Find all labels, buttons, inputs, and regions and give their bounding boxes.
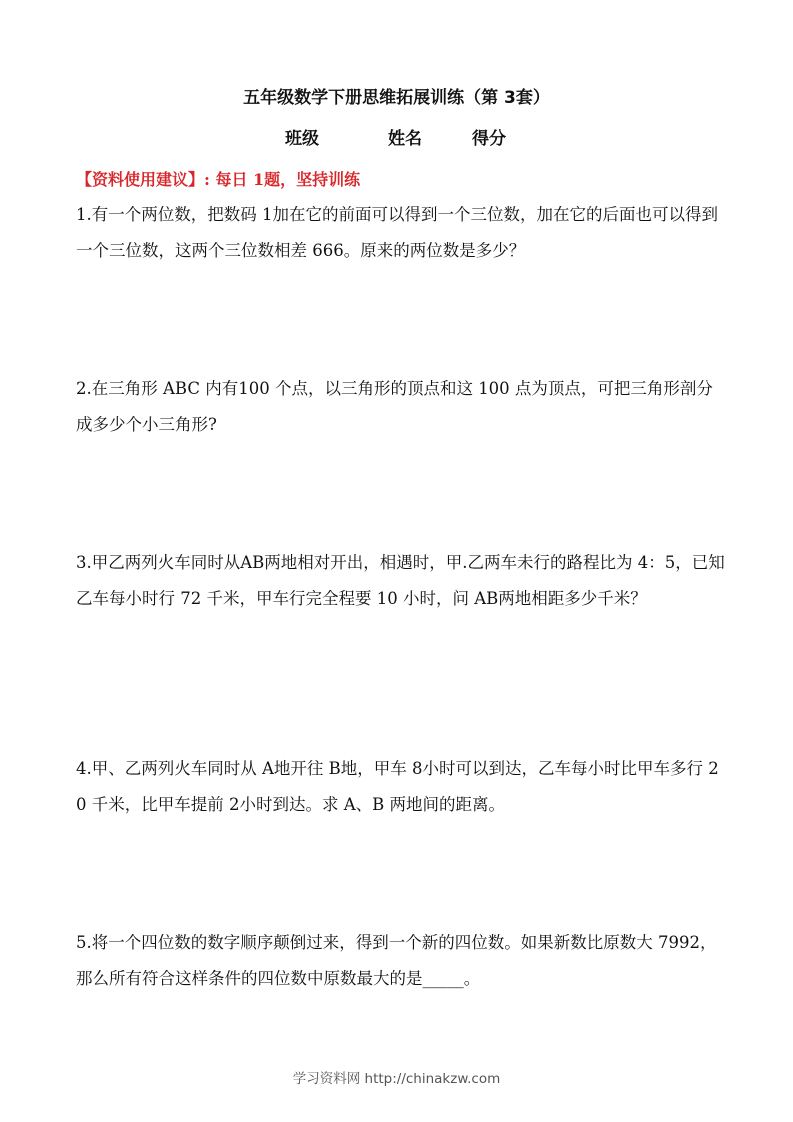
question-1: 1.有一个两位数，把数码 1加在它的前面可以得到一个三位数，加在它的后面也可以得到一个三位数，这两个三位数相差 666。原来的两位数是多少？ [76, 205, 718, 260]
question-2: 2.在三角形 ABC 内有100 个点，以三角形的顶点和这 100 点为顶点，可把三角形剖分成多少个小三角形? [76, 379, 713, 434]
score-field-label: 得分 [472, 129, 506, 149]
worksheet-title: 五年级数学下册思维拓展训练（第 3套） [243, 88, 550, 108]
question-4: 4.甲、乙两列火车同时从 A地开往 B地，甲车 8小时可以到达，乙车每小时比甲车多行 20 千米，比甲车提前 2小时到达。求 A、B 两地间的距离。 [76, 759, 719, 814]
student-info-fields [0, 127, 793, 151]
name-field-label: 姓名 [388, 129, 422, 149]
question-3: 3.甲乙两列火车同时从AB两地相对开出，相遇时，甲.乙两车未行的路程比为 4：5，已知乙车每小时行 72 千米，甲车行完全程要 10 小时，问 AB两地相距多少千米？ [76, 553, 725, 608]
usage-advice: 【资料使用建议】: 每日 1题，坚持训练 [76, 170, 361, 189]
question-5: 5.将一个四位数的数字顺序颠倒过来，得到一个新的四位数。如果新数比原数大 7992，那么所有符合这样条件的四位数中原数最大的是_____。 [76, 933, 717, 988]
class-field-label: 班级 [285, 129, 319, 149]
footer-source: 学习资料网 http://chinakzw.com [292, 1071, 501, 1087]
